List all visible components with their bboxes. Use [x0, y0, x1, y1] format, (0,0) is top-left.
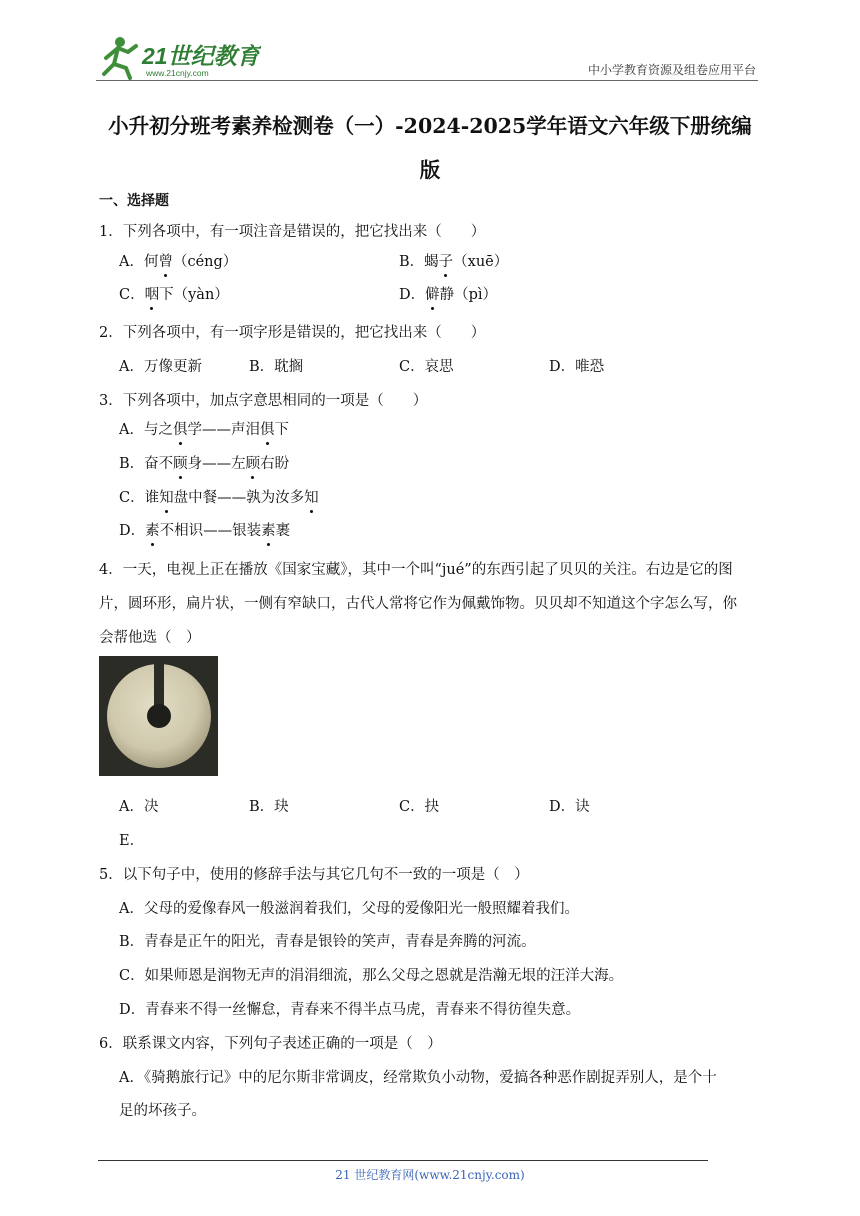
question-2-option-a: A．万像更新: [119, 359, 202, 375]
question-5-stem: 5．以下句子中，使用的修辞手法与其它几句不一致的一项是（ ）: [99, 867, 529, 883]
question-6-option-a-line-1: A．《骑鹅旅行记》中的尼尔斯非常调皮，经常欺负小动物，爱搞各种恶作剧捉弄别人，是个十: [119, 1070, 717, 1086]
question-4-option-c: C．抉: [399, 799, 440, 815]
question-6-stem: 6．联系课文内容，下列句子表述正确的一项是（ ）: [99, 1036, 442, 1052]
question-4-option-b: B．玦: [249, 799, 289, 815]
question-1-option-b: B．蝎子（xuē）: [399, 250, 508, 271]
document-title: [96, 104, 764, 192]
question-3-option-a: A．与之俱学——声泪俱下: [119, 418, 289, 439]
footer-divider: [98, 1160, 708, 1161]
question-4-stem-line-1: 4．一天，电视上正在播放《国家宝藏》，其中一个叫“jué”的东西引起了贝贝的关注。右边是它的图: [99, 562, 733, 578]
question-1-option-a: A．何曾（céng）: [119, 250, 237, 271]
question-2-option-c: C．哀思: [399, 359, 454, 375]
logo: [96, 34, 261, 80]
question-5-option-d: D．青春来不得一丝懈怠，青春来不得半点马虎，青春来不得彷徨失意。: [119, 1002, 581, 1018]
question-1-option-d: D．僻静（pì）: [399, 283, 497, 304]
question-3-stem: 3．下列各项中，加点字意思相同的一项是（ ）: [99, 393, 428, 409]
question-3-option-b: B．奋不顾身——左顾右盼: [119, 452, 289, 473]
title-line-2: 版: [419, 158, 441, 182]
question-5-option-c: C．如果师恩是润物无声的涓涓细流，那么父母之恩就是浩瀚无垠的汪洋大海。: [119, 968, 624, 984]
question-2-option-d: D．唯恐: [549, 359, 605, 375]
question-4-stem-line-2: 片，圆环形，扁片状，一侧有窄缺口，古代人常将它作为佩戴饰物。贝贝却不知道这个字怎么写，你: [99, 596, 737, 612]
question-6-option-a-line-2: 足的坏孩子。: [119, 1103, 206, 1119]
logo-text: 21世纪教育: [142, 43, 260, 69]
jade-jue-image: [99, 656, 218, 776]
question-4-stem-line-3: 会帮他选（ ）: [99, 630, 201, 646]
question-3-option-d: D．素不相识——银装素裹: [119, 519, 290, 540]
title-line-1: 小升初分班考素养检测卷（一）-2024-2025学年语文六年级下册统编: [108, 114, 752, 138]
question-3-option-c: C．谁知盘中餐——孰为汝多知: [119, 486, 319, 507]
logo-url: www.21cnjy.com: [146, 68, 209, 78]
question-5-option-b: B．青春是正午的阳光，青春是银铃的笑声，青春是奔腾的河流。: [119, 934, 536, 950]
header-platform-text: 中小学教育资源及组卷应用平台: [587, 63, 756, 77]
section-heading: 一、选择题: [99, 193, 169, 209]
question-1-stem: 1．下列各项中，有一项注音是错误的，把它找出来（ ）: [99, 224, 486, 240]
question-1-option-c: C．咽下（yàn）: [119, 283, 229, 304]
question-2-stem: 2．下列各项中，有一项字形是错误的，把它找出来（ ）: [99, 325, 486, 341]
question-4-option-d: D．诀: [549, 799, 590, 815]
header-divider: [96, 80, 758, 81]
footer-text: 21 世纪教育网(www.21cnjy.com): [335, 1168, 525, 1182]
question-4-option-a: A．决: [119, 799, 159, 815]
question-2-option-b: B．耽搁: [249, 359, 304, 375]
runner-icon: [104, 37, 136, 78]
question-5-option-a: A．父母的爱像春风一般滋润着我们，父母的爱像阳光一般照耀着我们。: [119, 901, 579, 917]
question-4-option-e: E．: [119, 833, 145, 849]
